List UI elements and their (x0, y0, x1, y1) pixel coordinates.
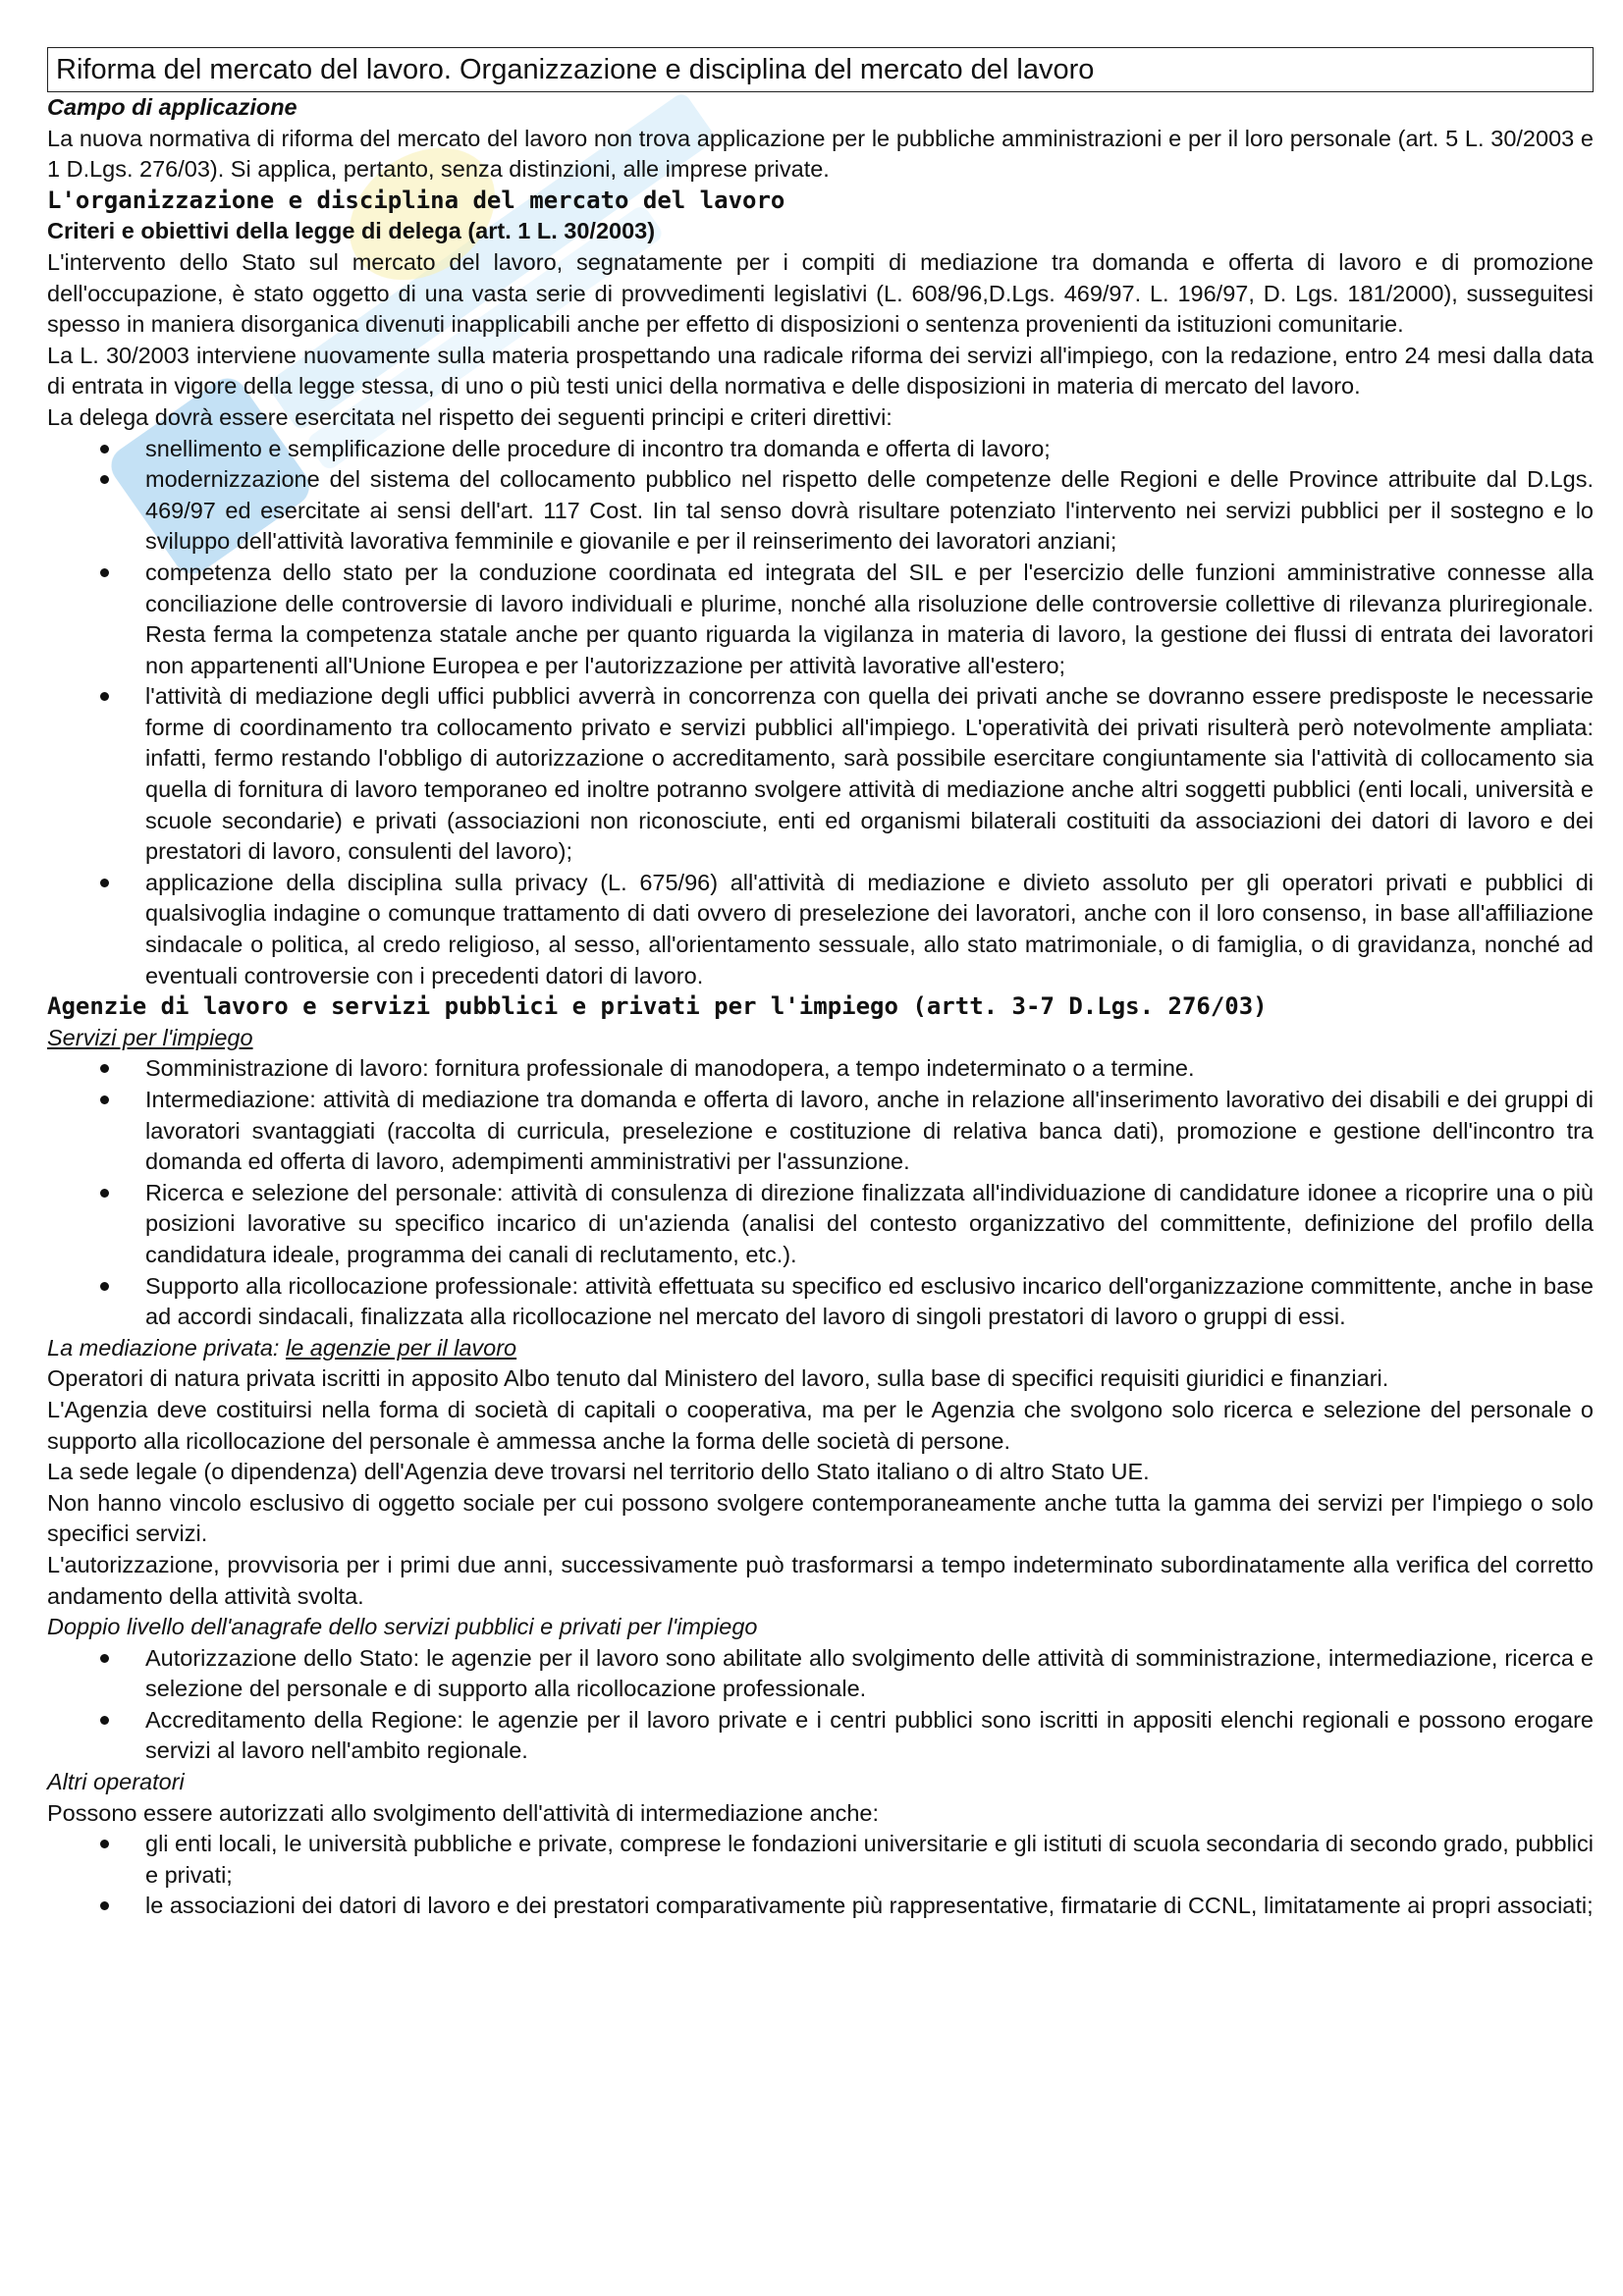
paragraph-legge: La L. 30/2003 interviene nuovamente sulla materia prospettando una radicale riforma dei servizi all'impiego, con la redazione, entro 24 mesi dalla data di entrata in vigore della legge stessa, di uno o più testi unici della normativa e delle disposizioni in materia di mercato del lavoro. (47, 342, 1594, 400)
servizi-list (47, 1053, 1594, 1332)
list-item: Accreditamento della Regione: le agenzie per il lavoro private e i centri pubblici sono iscritti in appositi elenchi regionali e possono erogare servizi al lavoro nell'ambito regionale. (145, 1705, 1594, 1767)
list-item: snellimento e semplificazione delle procedure di incontro tra domanda e offerta di lavoro; (145, 434, 1594, 465)
subheading-mediazione-label: La mediazione privata: (47, 1334, 286, 1361)
subheading-mediazione (47, 1333, 1594, 1364)
paragraph-delega: La delega dovrà essere esercitata nel rispetto dei seguenti principi e criteri direttivi: (47, 403, 893, 430)
paragraph-agenzie: Operatori di natura privata iscritti in apposito Albo tenuto dal Ministero del lavoro, sulla base di specifici requisiti giuridici e finanziari. (47, 1365, 1389, 1392)
heading-agenzie: Agenzie di lavoro e servizi pubblici e privati per l'impiego (artt. 3-7 D.Lgs. 276/03) (47, 992, 1268, 1021)
list-item: Somministrazione di lavoro: fornitura professionale di manodopera, a tempo indeterminato o a termine. (145, 1053, 1594, 1085)
subheading-altri-operatori: Altri operatori (47, 1769, 185, 1795)
subheading-agenzie-lavoro: le agenzie per il lavoro (285, 1334, 517, 1361)
paragraph-intervento: L'intervento dello Stato sul mercato del lavoro, segnatamente per i compiti di mediazione tra domanda e offerta di lavoro e di promozione dell'occupazione, è stato oggetto di una vasta serie di provvedimenti legislativi (L. 608/96,D.Lgs. 469/97. L. 196/97, D. Lgs. 181/2000), susseguitesi spesso in maniera disorganica divenuti inapplicabili anche per effetto di disposizioni o sentenza provenienti da istituzioni comunitarie. (47, 248, 1594, 338)
list-item: competenza dello stato per la conduzione coordinata ed integrata del SIL e per l'esercizio delle funzioni amministrative connesse alla conciliazione delle controversie di lavoro individuali e plurime, nonché alla risoluzione delle controversie collettive di rilevanza pluriregionale. Resta ferma la competenza statale anche per quanto riguarda la vigilanza in materia di lavoro, la gestione dei flussi di entrata dei lavoratori non appartenenti all'Unione Europea e per l'autorizzazione per attività lavorative all'estero; (145, 558, 1594, 681)
list-item: le associazioni dei datori di lavoro e dei prestatori comparativamente più rappresentative, firmatarie di CCNL, limitatamente ai propri associati; (145, 1891, 1594, 1922)
list-item: modernizzazione del sistema del collocamento pubblico nel rispetto delle competenze delle Regioni e delle Province attribuite dal D.Lgs. 469/97 ed esercitate ai sensi dell'art. 117 Cost. Iin tal senso dovrà risultare potenziato l'intervento nei servizi pubblici per il sostegno e lo sviluppo dell'attività lavorativa femminile e giovanile e per il reinserimento dei lavoratori anziani; (145, 464, 1594, 558)
criteri-list (47, 434, 1594, 992)
subheading-doppio-livello: Doppio livello dell'anagrafe dello servizi pubblici e privati per l'impiego (47, 1614, 758, 1640)
subheading-servizi: Servizi per l'impiego (47, 1024, 253, 1050)
paragraph-agenzie: Non hanno vincolo esclusivo di oggetto sociale per cui possono svolgere contemporaneamente anche tutta la gamma dei servizi per l'impiego o solo specifici servizi. (47, 1489, 1594, 1547)
list-item: Autorizzazione dello Stato: le agenzie per il lavoro sono abilitate allo svolgimento delle attività di somministrazione, intermediazione, ricerca e selezione del personale e di supporto alla ricollocazione professionale. (145, 1643, 1594, 1705)
document-page (47, 47, 1594, 1922)
document-title: Riforma del mercato del lavoro. Organizzazione e disciplina del mercato del lavoro (47, 47, 1594, 92)
paragraph-altri-operatori: Possono essere autorizzati allo svolgimento dell'attività di intermediazione anche: (47, 1799, 880, 1826)
list-item: l'attività di mediazione degli uffici pubblici avverrà in concorrenza con quella dei privati anche se dovranno essere predisposte le necessarie forme di coordinamento tra collocamento privato e servizi pubblici all'impiego. L'operatività dei privati risulterà però notevolmente ampliata: infatti, fermo restando l'obbligo di autorizzazione o accreditamento, sarà possibile esercitare congiuntamente sia l'attività di collocamento sia quella di fornitura di lavoro temporaneo ed inoltre potranno svolgere attività di mediazione anche altri soggetti pubblici (enti locali, università e scuole secondarie) e privati (associazioni non riconosciute, enti ed organismi bilaterali costituiti da associazioni dei datori di lavoro e dei prestatori di lavoro, consulenti del lavoro); (145, 681, 1594, 868)
list-item: applicazione della disciplina sulla privacy (L. 675/96) all'attività di mediazione e divieto assoluto per gli operatori privati e pubblici di qualsivoglia indagine o comunque trattamento di dati ovvero di preselezione dei lavoratori, anche con il loro consenso, in base all'affiliazione sindacale o politica, al credo religioso, al sesso, all'orientamento sessuale, allo stato matrimoniale, o di famiglia, o di gravidanza, nonché ad eventuali controversie con i precedenti datori di lavoro. (145, 868, 1594, 991)
paragraph-agenzie: L'Agenzia deve costituirsi nella forma di società di capitali o cooperativa, ma per le Agenzia che svolgono solo ricerca e selezione del personale o supporto alla ricollocazione del personale è ammessa anche la forma delle società di persone. (47, 1396, 1594, 1454)
paragraph-agenzie: L'autorizzazione, provvisoria per i primi due anni, successivamente può trasformarsi a tempo indeterminato subordinatamente alla verifica del corretto andamento della attività svolta. (47, 1551, 1594, 1609)
livello-list (47, 1643, 1594, 1767)
list-item: gli enti locali, le università pubbliche e private, comprese le fondazioni universitarie e gli istituti di scuola secondaria di secondo grado, pubblici e privati; (145, 1829, 1594, 1891)
paragraph-campo: La nuova normativa di riforma del mercato del lavoro non trova applicazione per le pubbliche amministrazioni e per il loro personale (art. 5 L. 30/2003 e 1 D.Lgs. 276/03). Si applica, pertanto, senza distinzioni, alle imprese private. (47, 125, 1594, 183)
heading-campo: Campo di applicazione (47, 94, 298, 120)
paragraph-agenzie: La sede legale (o dipendenza) dell'Agenzia deve trovarsi nel territorio dello Stato italiano o di altro Stato UE. (47, 1459, 1150, 1485)
list-item: Supporto alla ricollocazione professionale: attività effettuata su specifico ed esclusivo incarico dell'organizzazione committente, anche in base ad accordi sindacali, finalizzata alla ricollocazione nel mercato del lavoro di singoli prestatori di lavoro o gruppi di essi. (145, 1271, 1594, 1333)
list-item: Intermediazione: attività di mediazione tra domanda e offerta di lavoro, anche in relazione all'inserimento lavorativo dei disabili e dei gruppi di lavoratori svantaggiati (raccolta di curricula, preselezione e costituzione di relativa banca dati), promozione e gestione dell'incontro tra domanda ed offerta di lavoro, adempimenti amministrativi per l'assunzione. (145, 1085, 1594, 1178)
list-item: Ricerca e selezione del personale: attività di consulenza di direzione finalizzata all'individuazione di candidature idonee a ricoprire una o più posizioni lavorative su specifico incarico di un'azienda (analisi del contesto organizzativo del committente, definizione del profilo della candidatura ideale, programma dei canali di reclutamento, etc.). (145, 1178, 1594, 1271)
heading-organizzazione: L'organizzazione e disciplina del mercato del lavoro (47, 186, 785, 214)
subheading-criteri: Criteri e obiettivi della legge di delega (art. 1 L. 30/2003) (47, 218, 656, 244)
operatori-list (47, 1829, 1594, 1922)
